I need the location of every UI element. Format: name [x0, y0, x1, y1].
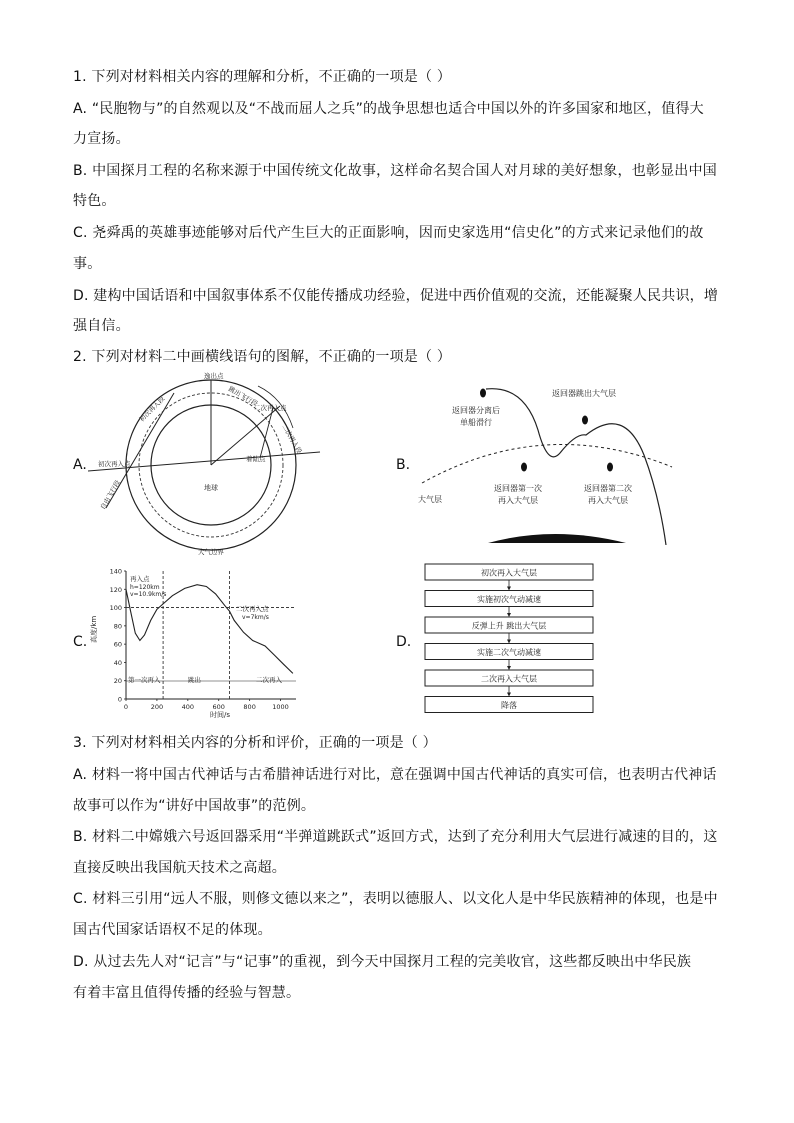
- label-separate-2: 单船滑行: [460, 418, 492, 427]
- y-tick-label: 120: [109, 585, 122, 594]
- label-second-1: 返回器第二次: [584, 484, 632, 493]
- altitude-series-line: [126, 585, 293, 674]
- label-second-segment: 二次再入段: [280, 423, 304, 456]
- q3-option-b-line2: 直接反映出我国航天技术之高超。: [73, 860, 286, 876]
- atmosphere-dashed-arc: [422, 444, 672, 483]
- q1-option-d-line2: 强自信。: [73, 318, 130, 334]
- label-initial-point: 初次再入点: [98, 460, 131, 468]
- q1-stem: 1. 下列对材料相关内容的理解和分析，不正确的一项是（ ）: [73, 69, 452, 85]
- x-tick-label: 400: [181, 703, 195, 711]
- segment-first: 第一次再入: [128, 676, 161, 684]
- q1-option-b-line1: B. 中国探月工程的名称来源于中国传统文化故事，这样命名契合国人对月球的美好想象，也彰显出中国: [73, 163, 717, 179]
- y-tick-label: 0: [117, 695, 122, 704]
- q2-option-c-label: C.: [73, 634, 88, 650]
- flow-arrow-head: [507, 666, 511, 670]
- q2-option-b-label: B.: [396, 457, 411, 473]
- y-tick-label: 140: [109, 567, 122, 576]
- q3-option-d-line1: D. 从过去先人对“记言”与“记事”的重视，到今天中国探月工程的完美收官，这些都反映出中华民族: [73, 954, 692, 970]
- q1-option-b-line2: 特色。: [73, 193, 116, 209]
- q3-option-c-line1: C. 材料三引用“远人不服，则修文德以来之”，表明以德服人、以文化人是中华民族精神的体现，也是中: [73, 891, 718, 907]
- flow-step-label: 降落: [501, 701, 517, 710]
- flow-arrow-head: [507, 640, 511, 644]
- trajectory-curve: [486, 389, 666, 545]
- label-free-segment: 自由飞行段: [98, 478, 122, 511]
- label-initial-segment: 初次再入段: [137, 394, 167, 424]
- label-atmosphere-boundary: 大气边界: [198, 548, 224, 556]
- x-tick-label: 200: [150, 703, 164, 711]
- flow-step-label: 二次再入大气层: [481, 674, 537, 684]
- q3-option-a-line2: 故事可以作为“讲好中国故事”的范例。: [73, 798, 316, 814]
- label-earth: 地球: [204, 484, 218, 492]
- segment-second: 二次再入: [256, 676, 282, 684]
- label-skip-out: 返回器跳出大气层: [552, 389, 616, 398]
- q2-option-d-label: D.: [396, 634, 412, 650]
- y-tick-label: 80: [113, 622, 122, 631]
- label-separate-1: 返回器分离后: [452, 406, 500, 415]
- flow-arrow-head: [507, 613, 511, 617]
- label-top-point: 逸出点: [204, 372, 224, 380]
- annot-reentry-3: v=10.9km/s: [130, 591, 167, 598]
- label-first-2: 再入大气层: [498, 496, 538, 505]
- annot-second-1: 二次再入点: [236, 605, 269, 613]
- flow-arrow-head: [507, 587, 511, 591]
- label-second-2: 再入大气层: [588, 496, 628, 505]
- segment-skip: 跳出: [188, 676, 201, 684]
- y-tick-label: 40: [113, 658, 122, 667]
- flow-step-label: 实施初次气动减速: [477, 595, 541, 604]
- q3-option-a-line1: A. 材料一将中国古代神话与古希腊神话进行对比，意在强调中国古代神话的真实可信，也表明古代神话: [73, 767, 717, 783]
- x-tick-label: 0: [123, 703, 129, 711]
- q3-stem: 3. 下列对材料相关内容的分析和评价，正确的一项是（ ）: [73, 735, 437, 751]
- chart-ylabel: 高度/km: [90, 615, 98, 643]
- q3-option-b-line1: B. 材料二中嫦娥六号返回器采用“半弹道跳跃式”返回方式，达到了充分利用大气层进行减速的目的，这: [73, 829, 718, 845]
- label-second-point: 二次再入点: [254, 404, 287, 412]
- flow-step-label: 初次再入大气层: [481, 568, 537, 578]
- figure-c-altitude-chart: [88, 563, 303, 721]
- x-tick-label: 1000: [272, 703, 289, 711]
- label-landing-point: 着陆点: [246, 455, 266, 463]
- q1-option-d-line1: D. 建构中国话语和中国叙事体系不仅能传播成功经验，促进中西价值观的交流，还能凝聚人民共识，增: [73, 288, 719, 304]
- flow-arrow-head: [507, 693, 511, 697]
- x-tick-label: 600: [212, 703, 225, 711]
- q1-option-a-line1: A. “民胞物与”的自然观以及“不战而屈人之兵”的战争思想也适合中国以外的许多国家和地区，值得大: [73, 101, 704, 117]
- flow-step-label: 反弹上升 跳出大气层: [471, 621, 547, 631]
- y-tick-label: 100: [109, 604, 122, 613]
- figure-b-skip-trajectory: [414, 375, 676, 545]
- annot-reentry-2: h=120km: [130, 584, 160, 591]
- earth-surface: [488, 534, 626, 543]
- y-tick-label: 60: [113, 640, 122, 649]
- q3-option-d-line2: 有着丰富且值得传播的经验与智慧。: [73, 985, 301, 1001]
- q1-option-a-line2: 力宣扬。: [73, 131, 130, 147]
- x-tick-label: 800: [243, 703, 256, 711]
- y-tick-label: 20: [113, 677, 122, 686]
- q2-stem: 2. 下列对材料二中画横线语句的图解，不正确的一项是（ ）: [73, 349, 452, 365]
- label-first-1: 返回器第一次: [494, 484, 542, 493]
- q1-option-c-line2: 事。: [73, 256, 102, 272]
- figure-d-flowchart: [422, 562, 597, 722]
- label-atmosphere: 大气层: [418, 495, 442, 504]
- q2-option-a-label: A.: [73, 457, 87, 473]
- q3-option-c-line2: 国古代国家话语权不足的体现。: [73, 922, 272, 938]
- flow-step-label: 实施二次气动减速: [477, 648, 541, 657]
- figure-a-orbit-diagram: [88, 368, 323, 558]
- chart-xlabel: 时间/s: [210, 711, 231, 719]
- label-skip-segment: 跳出飞行段: [227, 384, 260, 408]
- q1-option-c-line1: C. 尧舜禹的英雄事迹能够对后代产生巨大的正面影响，因而史家选用“信史化”的方式来记录他们的故: [73, 225, 704, 241]
- annot-reentry-1: 再入点: [130, 575, 150, 583]
- annot-second-2: v=7km/s: [242, 614, 269, 621]
